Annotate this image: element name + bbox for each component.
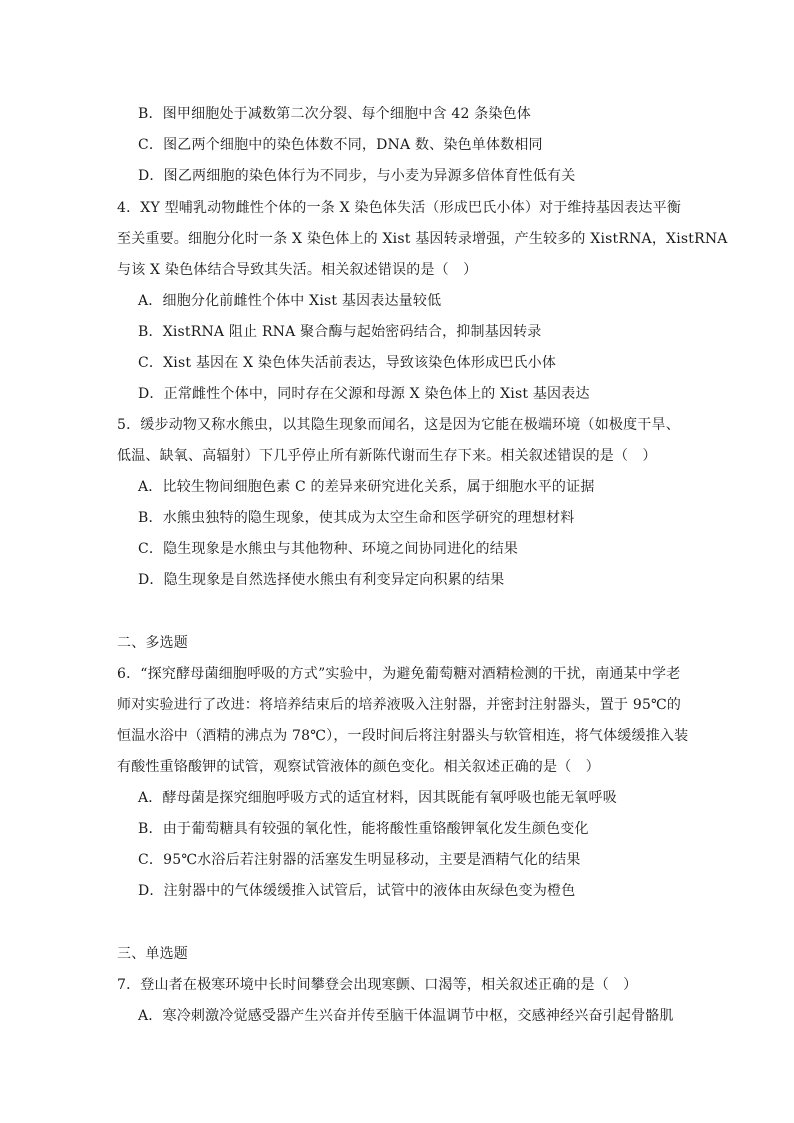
q6-stem-line-1: 6．“探究酵母菌细胞呼吸的方式”实验中，为避免葡萄糖对酒精检测的干扰，南通某中学老 xyxy=(117,666,681,682)
q6-option-d: D．注射器中的气体缓缓推入试管后，试管中的液体由灰绿色变为橙色 xyxy=(138,883,576,899)
q4-option-b: B．XistRNA 阻止 RNA 聚合酶与起始密码结合，抑制基因转录 xyxy=(138,324,542,340)
q6-stem-line-3: 恒温水浴中（酒精的沸点为 78℃），一段时间后将注射器头与软管相连，将气体缓缓推入装 xyxy=(117,728,689,744)
q5-option-a: A．比较生物间细胞色素 C 的差异来研究进化关系，属于细胞水平的证据 xyxy=(138,479,595,495)
q6-option-c: C．95℃水浴后若注射器的活塞发生明显移动，主要是酒精气化的结果 xyxy=(138,852,581,868)
q3-option-b: B．图甲细胞处于减数第二次分裂、每个细胞中含 42 条染色体 xyxy=(138,106,532,122)
q6-stem-line-2: 师对实验进行了改进：将培养结束后的培养液吸入注射器，并密封注射器头，置于 95℃的 xyxy=(117,697,682,713)
section-heading-multiple-choice: 二、多选题 xyxy=(117,635,188,651)
q5-option-d: D．隐生现象是自然选择使水熊虫有利变异定向积累的结果 xyxy=(138,572,505,588)
q4-option-a: A．细胞分化前雌性个体中 Xist 基因表达量较低 xyxy=(138,293,442,309)
q7-option-a: A．寒冷刺激冷觉感受器产生兴奋并传至脑干体温调节中枢，交感神经兴奋引起骨骼肌 xyxy=(138,1008,674,1024)
q6-option-b: B．由于葡萄糖具有较强的氧化性，能将酸性重铬酸钾氧化发生颜色变化 xyxy=(138,821,589,837)
q3-option-c: C．图乙两个细胞中的染色体数不同，DNA 数、染色单体数相同 xyxy=(138,137,543,153)
q3-option-d: D．图乙两细胞的染色体行为不同步，与小麦为异源多倍体育性低有关 xyxy=(138,168,576,184)
q4-stem-line-2: 至关重要。细胞分化时一条 X 染色体上的 Xist 基因转录增强，产生较多的 XistRNA，XistRNA xyxy=(117,231,728,247)
q5-stem-line-2: 低温、缺氧、高辐射）下几乎停止所有新陈代谢而生存下来。相关叙述错误的是（ ） xyxy=(117,448,657,464)
q4-option-c: C．Xist 基因在 X 染色体失活前表达，导致该染色体形成巴氏小体 xyxy=(138,355,557,371)
q6-option-a: A．酵母菌是探究细胞呼吸方式的适宜材料，因其既能有氧呼吸也能无氧呼吸 xyxy=(138,790,617,806)
q4-stem-line-3: 与该 X 染色体结合导致其失活。相关叙述错误的是（ ） xyxy=(117,262,478,278)
q6-stem-line-4: 有酸性重铬酸钾的试管，观察试管液体的颜色变化。相关叙述正确的是（ ） xyxy=(117,759,600,775)
q4-stem-line-1: 4．XY 型哺乳动物雌性个体的一条 X 染色体失活（形成巴氏小体）对于维持基因表达平衡 xyxy=(117,200,682,216)
q7-stem-line-1: 7．登山者在极寒环境中长时间攀登会出现寒颤、口渴等，相关叙述正确的是（ ） xyxy=(117,977,638,993)
q4-option-d: D．正常雌性个体中，同时存在父源和母源 X 染色体上的 Xist 基因表达 xyxy=(138,386,590,402)
q5-option-b: B．水熊虫独特的隐生现象，使其成为太空生命和医学研究的理想材料 xyxy=(138,510,575,526)
q5-stem-line-1: 5．缓步动物又称水熊虫，以其隐生现象而闻名，这是因为它能在极端环境（如极度干旱、 xyxy=(117,417,680,433)
q5-option-c: C．隐生现象是水熊虫与其他物种、环境之间协同进化的结果 xyxy=(138,541,519,557)
section-heading-single-choice: 三、单选题 xyxy=(117,946,188,962)
